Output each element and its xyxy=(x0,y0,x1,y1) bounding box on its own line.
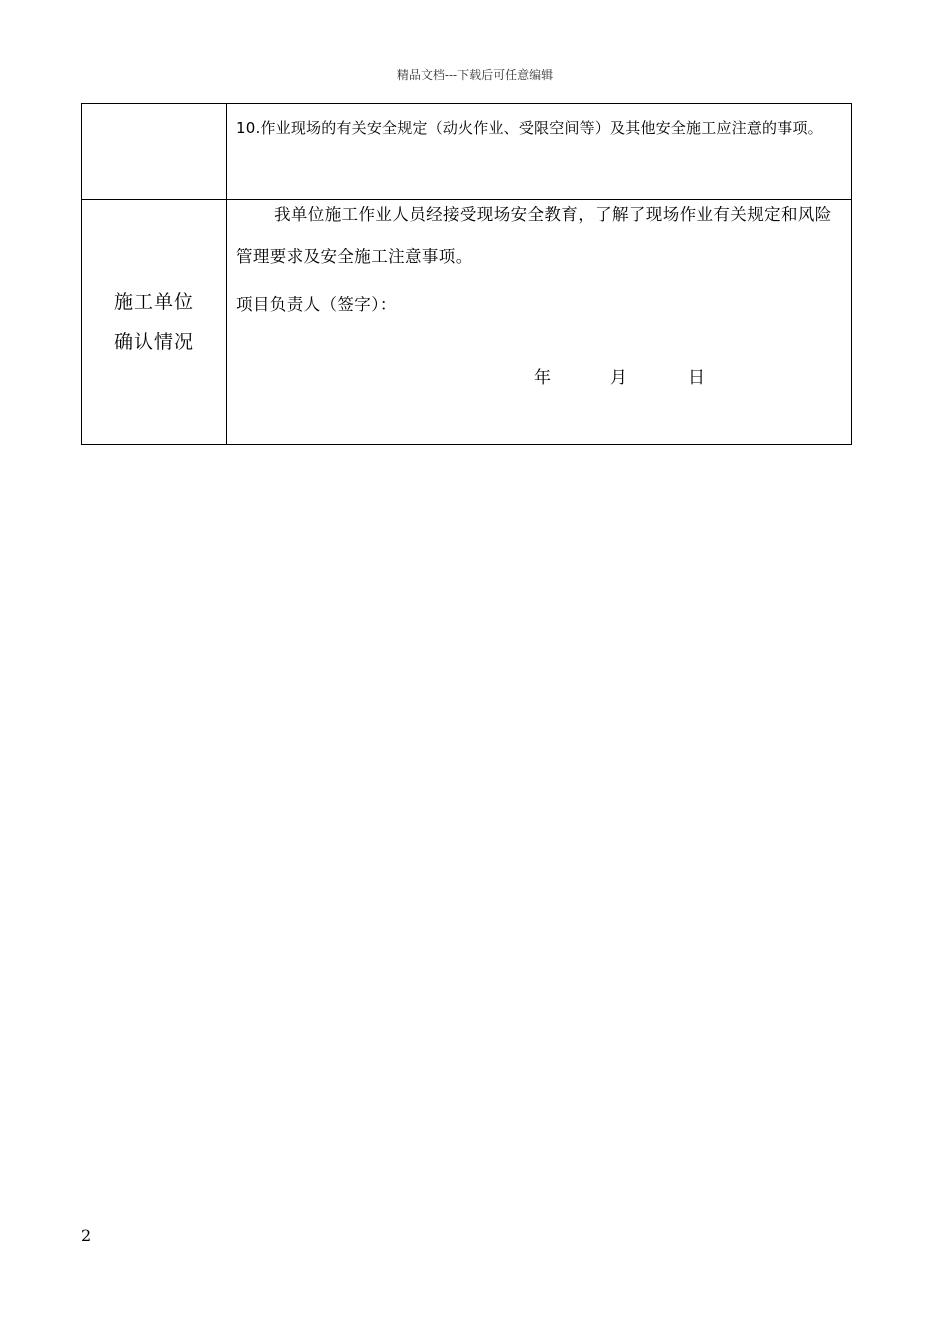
content-cell xyxy=(227,104,852,200)
safety-item-10: 10.作业现场的有关安全规定（动火作业、受限空间等）及其他安全施工应注意的事项。 xyxy=(236,119,823,137)
confirmation-statement: 我单位施工作业人员经接受现场安全教育，了解了现场作业有关规定和风险管理要求及安全施工注意事项。 xyxy=(236,205,832,266)
label-cell xyxy=(82,200,227,445)
date-day: 日 xyxy=(688,368,705,388)
date-year: 年 xyxy=(534,368,551,388)
table-row xyxy=(82,200,852,445)
page-header: 精品文档---下载后可任意编辑 xyxy=(396,68,554,82)
table-row xyxy=(82,104,852,200)
label-cell-empty xyxy=(82,104,227,200)
date-month: 月 xyxy=(610,368,627,388)
confirmation-cell xyxy=(227,200,852,445)
label-line-1: 施工单位 xyxy=(113,291,194,313)
safety-education-table xyxy=(81,103,852,445)
contractor-confirmation-label xyxy=(82,282,226,362)
page-number: 2 xyxy=(81,1226,92,1245)
signer-label: 项目负责人（签字）： xyxy=(236,295,397,314)
label-line-2: 确认情况 xyxy=(113,331,194,353)
